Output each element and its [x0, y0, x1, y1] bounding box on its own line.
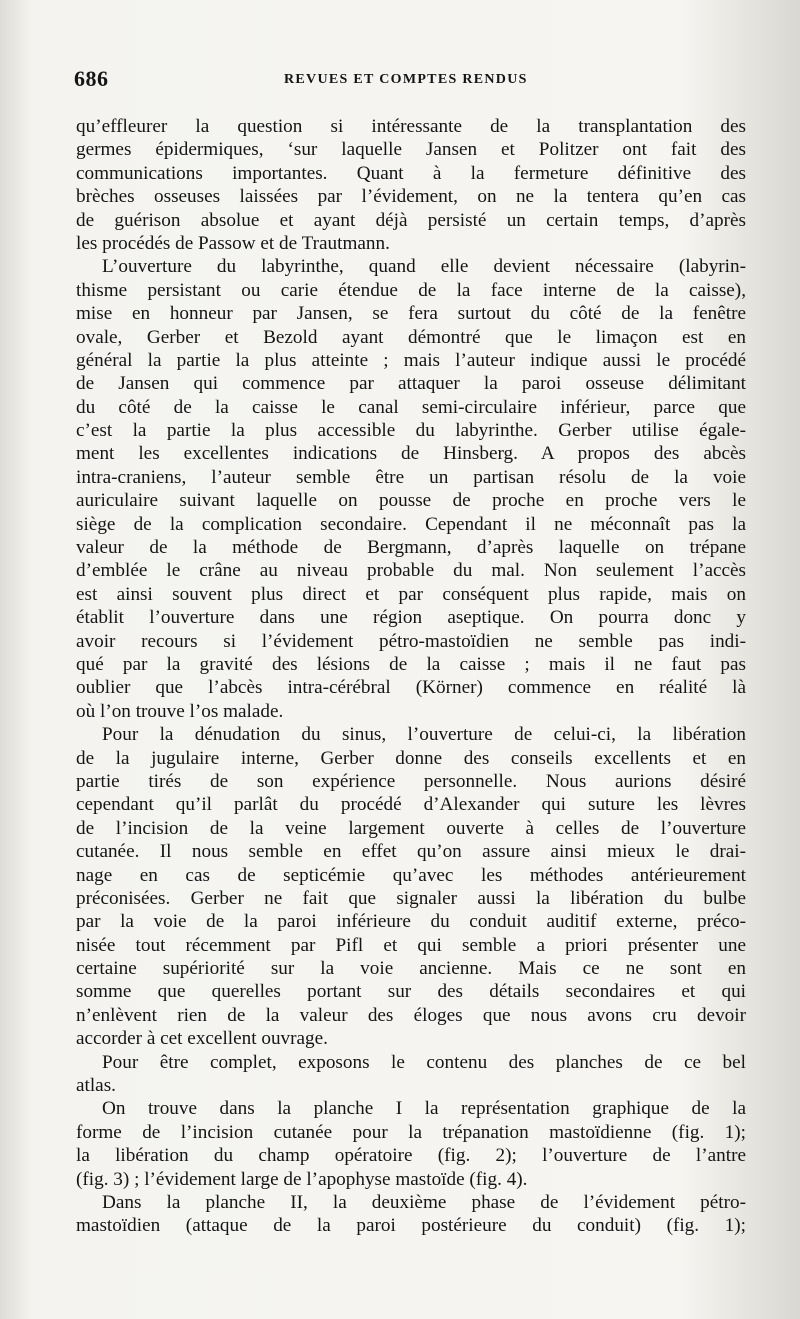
text-line: partie tirés de son expérience personnelle. Nous aurions désiré — [76, 770, 746, 792]
text-line: général la partie la plus atteinte ; mais l’auteur indique aussi le procédé — [76, 349, 746, 371]
text-line: cutanée. Il nous semble en effet qu’on assure ainsi mieux le drai- — [76, 841, 746, 863]
text-line: d’emblée le crâne au niveau probable du mal. Non seulement l’accès — [76, 560, 746, 582]
text-line: Pour être complet, exposons le contenu des planches de ce bel — [102, 1051, 746, 1073]
text-line: mastoïdien (attaque de la paroi postérieure du conduit) (fig. 1); — [76, 1215, 746, 1237]
text-line: où l’on trouve l’os malade. — [76, 700, 284, 722]
text-line: ovale, Gerber et Bezold ayant démontré que le limaçon est en — [76, 326, 746, 348]
text-line: siège de la complication secondaire. Cependant il ne méconnaît pas la — [76, 513, 746, 535]
text-line: qu’effleurer la question si intéressante de la transplantation des — [76, 116, 746, 137]
text-line: Pour la dénudation du sinus, l’ouverture de celui-ci, la libération — [102, 724, 746, 746]
text-line: par la voie de la paroi inférieure du conduit auditif externe, préco- — [76, 911, 746, 933]
text-line: les procédés de Passow et de Trautmann. — [76, 232, 390, 254]
text-line: valeur de la méthode de Bergmann, d’après laquelle on trépane — [76, 537, 746, 559]
text-line: certaine supériorité sur la voie ancienne. Mais ce ne sont en — [76, 958, 746, 980]
text-line: (fig. 3) ; l’évidement large de l’apophyse mastoïde (fig. 4). — [76, 1168, 528, 1190]
text-line: de l’incision de la veine largement ouverte à celles de l’ouverture — [76, 817, 746, 839]
text-line: forme de l’incision cutanée pour la trépanation mastoïdienne (fig. 1); — [76, 1121, 746, 1143]
text-line: mise en honneur par Jansen, se fera surtout du côté de la fenêtre — [76, 303, 746, 325]
text-line: qué par la gravité des lésions de la caisse ; mais il ne faut pas — [76, 653, 746, 675]
text-line: avoir recours si l’évidement pétro-mastoïdien ne semble pas indi- — [76, 630, 746, 652]
text-line: est ainsi souvent plus direct et par conséquent plus rapide, mais on — [76, 583, 746, 605]
text-line: ment les excellentes indications de Hinsberg. A propos des abcès — [76, 443, 746, 465]
text-line: n’enlèvent rien de la valeur des éloges que nous avons cru devoir — [76, 1004, 746, 1026]
text-line: auriculaire suivant laquelle on pousse de proche en proche vers le — [76, 490, 746, 512]
text-line: la libération du champ opératoire (fig. 2); l’ouverture de l’antre — [76, 1145, 746, 1167]
text-line: thisme persistant ou carie étendue de la face interne de la caisse), — [76, 279, 746, 301]
body-text — [76, 115, 746, 1238]
text-line: Dans la planche II, la deuxième phase de l’évidement pétro- — [102, 1191, 746, 1213]
page-number: 686 — [74, 66, 109, 91]
text-line: On trouve dans la planche I la représentation graphique de la — [102, 1098, 746, 1120]
text-line: oublier que l’abcès intra-cérébral (Körner) commence en réalité là — [76, 677, 746, 699]
text-line: atlas. — [76, 1075, 116, 1097]
text-line: de Jansen qui commence par attaquer la paroi osseuse délimitant — [76, 373, 746, 395]
text-line: cependant qu’il parlât du procédé d’Alexander qui suture les lèvres — [76, 794, 746, 816]
text-line: nage en cas de septicémie qu’avec les méthodes antérieurement — [76, 864, 746, 886]
text-line: communications importantes. Quant à la fermeture définitive des — [76, 162, 746, 184]
text-line: accorder à cet excellent ouvrage. — [76, 1028, 328, 1050]
text-line: nisée tout récemment par Pifl et qui semble a priori présenter une — [76, 934, 746, 956]
text-line: établit l’ouverture dans une région aseptique. On pourra donc y — [76, 607, 746, 629]
text-line: somme que querelles portant sur des détails secondaires et qui — [76, 981, 746, 1003]
text-line: brèches osseuses laissées par l’évidement, on ne la tentera qu’en cas — [76, 186, 746, 208]
text-line: préconisées. Gerber ne fait que signaler aussi la libération du bulbe — [76, 887, 746, 909]
text-line: L’ouverture du labyrinthe, quand elle devient nécessaire (labyrin- — [102, 256, 746, 278]
text-line: c’est la partie la plus accessible du labyrinthe. Gerber utilise égale- — [76, 420, 746, 442]
text-line: germes épidermiques, ‘sur laquelle Jansen et Politzer ont fait des — [76, 139, 746, 161]
running-head: REVUES ET COMPTES RENDUS — [284, 72, 528, 87]
text-line: de guérison absolue et ayant déjà persisté un certain temps, d’après — [76, 209, 746, 231]
text-line: intra-craniens, l’auteur semble être un partisan résolu de la voie — [76, 466, 746, 488]
page-header — [74, 66, 754, 100]
text-line: du côté de la caisse le canal semi-circulaire inférieur, parce que — [76, 396, 746, 418]
text-line: de la jugulaire interne, Gerber donne des conseils excellents et en — [76, 747, 746, 769]
